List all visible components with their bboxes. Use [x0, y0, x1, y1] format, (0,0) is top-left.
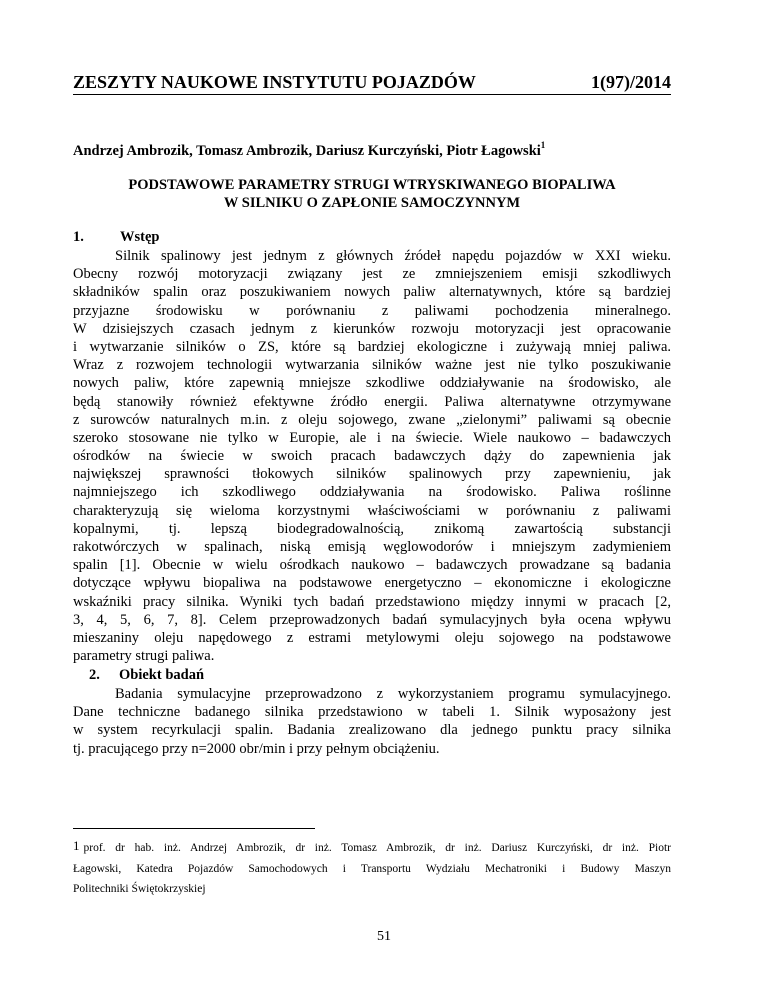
issue-number: 1(97)/2014 — [591, 72, 671, 92]
text-line: Dane techniczne badanego silnika przedstawiono w tabeli 1. Silnik wyposażony jest — [73, 704, 671, 721]
text-line: Silnik spalinowy jest jednym z głównych źródeł napędu pojazdów w XXI wieku. — [115, 248, 671, 264]
text-line: i wytwarzanie silników o ZS, które są bardziej ekologiczne i zużywają mniej paliwa. — [73, 338, 671, 355]
text-line: szeroko stosowane nie tylko w Europie, ale i na świecie. Wiele naukowo – badawczych — [73, 429, 671, 446]
section-1-number: 1. — [73, 229, 84, 245]
section-1-body — [73, 247, 671, 665]
section-1-title: Wstęp — [120, 229, 160, 245]
title-line-2: W SILNIKU O ZAPŁONIE SAMOCZYNNYM — [223, 195, 521, 211]
section-2-title: Obiekt badań — [119, 667, 205, 683]
text-line: będą stanowiły również efektywne źródło energii. Paliwa alternatywne otrzymywane — [73, 393, 671, 410]
text-line: tj. pracującego przy n=2000 obr/min i przy pełnym obciążeniu. — [73, 740, 440, 757]
footnote-line: $^1$ prof. dr hab. inż. Andrzej Ambrozik, dr inż. Tomasz Ambrozik, dr inż. Dariusz Kurczyński, dr inż. Piotr — [73, 838, 671, 854]
footnote-separator — [73, 828, 315, 829]
text-line: mieszaniny oleju napędowego z estrami metylowymi oleju sojowego na podstawowe — [73, 629, 671, 646]
author-footnote-mark: 1 — [540, 140, 546, 150]
text-line: Badania symulacyjne przeprowadzono z wykorzystaniem programu symulacyjnego. — [115, 686, 671, 702]
text-line: największej sprawności tłokowych silników spalinowych przy zapewnieniu, jak — [73, 466, 671, 483]
text-line: ośrodków na świecie w swoich pracach badawczych dąży do zapewnienia jak — [73, 448, 671, 465]
text-line: parametry strugi paliwa. — [73, 648, 215, 665]
footnote-line: Politechniki Świętokrzyskiej — [73, 883, 206, 895]
text-line: Obecny rozwój motoryzacji związany jest ze zmniejszeniem emisji szkodliwych — [73, 266, 671, 283]
text-line: spalin [1]. Obecnie w wielu ośrodkach naukowo – badawczych prowadzane są badania — [73, 557, 671, 574]
text-line: charakteryzują się wieloma korzystnymi właściwościami w porównaniu z paliwami — [73, 502, 671, 519]
author-names: Andrzej Ambrozik, Tomasz Ambrozik, Dariusz Kurczyński, Piotr Łagowski — [73, 143, 541, 159]
text-line: rakotwórczych w spalinach, niską emisją węglowodorów i mniejszym zadymieniem — [73, 539, 671, 555]
author-list — [73, 140, 546, 160]
title-line-1: PODSTAWOWE PARAMETRY STRUGI WTRYSKIWANEGO BIOPALIWA — [128, 177, 616, 193]
text-line: 3, 4, 5, 6, 7, 8]. Celem przeprowadzonych badań symulacyjnych była ocena wpływu — [73, 611, 671, 628]
text-line: w system recyrkulacji spalin. Badania zrealizowano dla jednego punktu pracy silnika — [73, 722, 671, 739]
section-2-number: 2. — [89, 667, 100, 683]
text-line: składników spalin oraz poszukiwaniem nowych paliw alternatywnych, które są bardziej — [73, 284, 671, 301]
footnote — [73, 838, 671, 900]
journal-header — [73, 72, 671, 92]
text-line: wskaźniki pracy silnika. Wyniki tych badań przedstawiono między innymi w pracach [2, — [73, 593, 671, 610]
text-line: W dzisiejszych czasach jednym z kierunków rozwoju motoryzacji jest opracowanie — [73, 320, 671, 337]
footnote-mark: 1 — [73, 838, 80, 853]
text-line: Wraz z rozwojem technologii wytwarzania silników ważne jest nie tylko poszukiwanie — [73, 357, 671, 374]
section-2-body — [73, 685, 671, 758]
text-line: nowych paliw, które zapewnią mniejsze szkodliwe oddziaływanie na środowisko, ale — [73, 375, 671, 392]
text-line: kopalnymi, tj. lepszą biodegradowalnością, znikomą zawartością substancji — [73, 520, 671, 537]
text-line: najmniejszego ich szkodliwego oddziaływania na środowisko. Paliwa roślinne — [73, 484, 671, 501]
paper-title — [73, 176, 671, 212]
section-1-heading — [73, 229, 159, 246]
footnote-line: Łagowski, Katedra Pojazdów Samochodowych i Transportu Wydziału Mechatroniki i Budowy Maszyn — [73, 862, 671, 875]
header-rule — [73, 94, 671, 95]
section-2-heading — [89, 667, 204, 684]
text-line: przyjazne środowisku w porównaniu z paliwami pochodzenia mineralnego. — [73, 302, 671, 319]
text-line: dotyczące wpływu biopaliwa na podstawowe energetyczno – ekonomiczne i ekologiczne — [73, 575, 671, 592]
page-number: 51 — [377, 929, 391, 944]
text-line: z surowców naturalnych m.in. z oleju sojowego, zwane „zielonymi” paliwami są obecnie — [73, 411, 671, 428]
journal-title: ZESZYTY NAUKOWE INSTYTUTU POJAZDÓW — [73, 72, 476, 92]
